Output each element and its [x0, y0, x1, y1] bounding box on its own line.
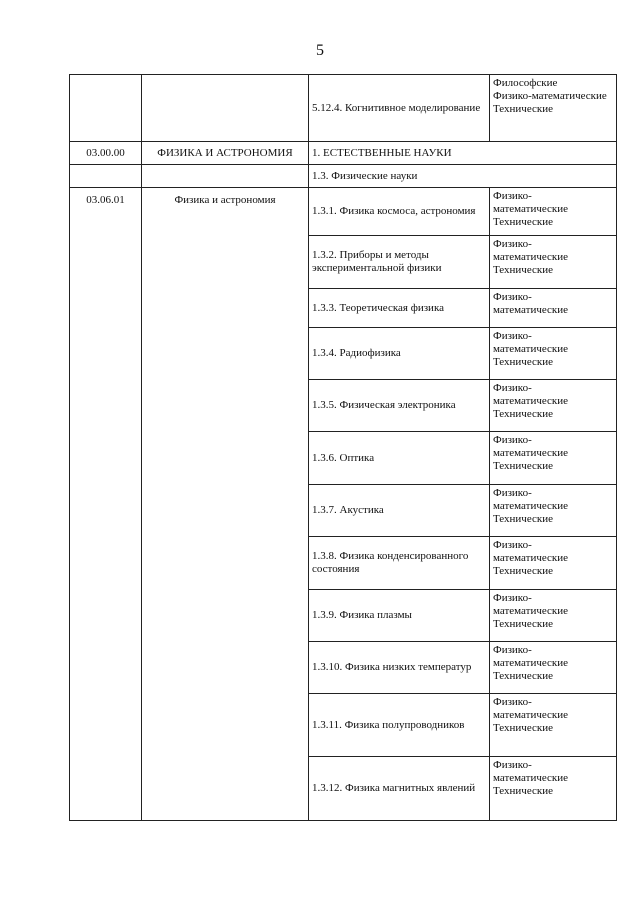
science-fields-cell: Физико- математические Технические	[490, 485, 617, 537]
science-area: 1. ЕСТЕСТВЕННЫЕ НАУКИ	[309, 142, 617, 165]
science-fields-cell: Физико- математические Технические	[490, 537, 617, 590]
specialty-name: 1.3.9. Физика плазмы	[309, 590, 490, 642]
science-fields-cell: Физико- математические	[490, 289, 617, 328]
direction-code: 03.06.01	[70, 188, 142, 821]
specialties-table	[69, 74, 617, 821]
code-cell	[70, 75, 142, 142]
science-fields-cell: Физико- математические Технические	[490, 432, 617, 485]
specialty-cell: 5.12.4. Когнитивное моделирование	[309, 75, 490, 142]
specialty-name: 1.3.11. Физика полупроводников	[309, 694, 490, 757]
specialty-name: 1.3.8. Физика конденсированного состояния	[309, 537, 490, 590]
specialty-name: 1.3.4. Радиофизика	[309, 328, 490, 380]
group-name: ФИЗИКА И АСТРОНОМИЯ	[142, 142, 309, 165]
science-fields-cell: Физико- математические Технические	[490, 236, 617, 289]
subarea-row	[70, 165, 617, 188]
specialty-name: 1.3.1. Физика космоса, астрономия	[309, 188, 490, 236]
group-header-row	[70, 142, 617, 165]
science-fields-cell: Физико- математические Технические	[490, 757, 617, 821]
science-fields-cell: Физико- математические Технические	[490, 590, 617, 642]
science-fields-cell: Философские Физико-математические Технические	[490, 75, 617, 142]
science-subarea: 1.3. Физические науки	[309, 165, 617, 188]
science-fields-cell: Физико- математические Технические	[490, 642, 617, 694]
name-cell	[142, 75, 309, 142]
science-fields-cell: Физико- математические Технические	[490, 694, 617, 757]
science-fields-cell: Физико- математические Технические	[490, 188, 617, 236]
page-number: 5	[316, 42, 324, 59]
specialty-name: 1.3.12. Физика магнитных явлений	[309, 757, 490, 821]
name-cell	[142, 165, 309, 188]
specialty-name: 1.3.6. Оптика	[309, 432, 490, 485]
table-row-top	[70, 75, 617, 142]
science-fields-cell: Физико- математические Технические	[490, 328, 617, 380]
direction-name: Физика и астрономия	[142, 188, 309, 821]
specialty-name: 1.3.3. Теоретическая физика	[309, 289, 490, 328]
table-row	[70, 188, 617, 236]
specialty-name: 1.3.5. Физическая электроника	[309, 380, 490, 432]
science-fields-cell: Физико- математические Технические	[490, 380, 617, 432]
code-cell	[70, 165, 142, 188]
group-code: 03.00.00	[70, 142, 142, 165]
specialty-name: 1.3.7. Акустика	[309, 485, 490, 537]
specialty-name: 1.3.10. Физика низких температур	[309, 642, 490, 694]
specialty-name: 1.3.2. Приборы и методы экспериментальной физики	[309, 236, 490, 289]
